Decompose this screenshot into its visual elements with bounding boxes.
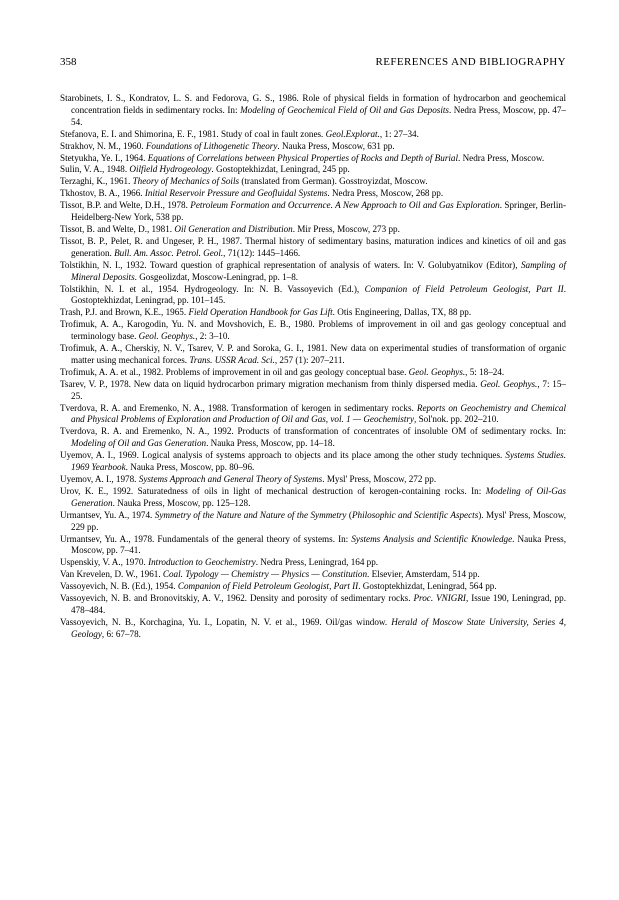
reference-italic-text: Symmetry of the Nature and Nature of the Symmetry (154, 509, 347, 520)
reference-entry (60, 236, 566, 260)
reference-text: , 6: 67–78. (101, 628, 141, 639)
reference-text: Uyemov, A. I., 1978. (60, 474, 139, 484)
reference-italic-text: Systems Approach and General Theory of Systems (138, 474, 323, 484)
reference-entry (60, 534, 566, 558)
reference-text: . Gostoptekhizdat, Leningrad, 245 pp. (211, 164, 350, 175)
reference-entry (60, 164, 566, 176)
reference-entry (60, 224, 566, 236)
reference-italic-text: Modeling of Oil and Gas Generation (71, 438, 207, 449)
reference-entry (60, 593, 566, 617)
reference-entry (60, 617, 566, 641)
reference-italic-text: Field Operation Handbook for Gas Lift (188, 307, 333, 318)
reference-italic-text: Companion of Field Petroleum Geologist, Part II (177, 581, 359, 592)
reference-italic-text: Modeling of Geochemical Field of Oil and Gas Deposits (240, 104, 449, 115)
reference-entry (60, 260, 566, 284)
reference-entry (60, 426, 566, 450)
reference-text: Urmantsev, Yu. A., 1978. Fundamentals of the general theory of systems. In: (60, 533, 352, 544)
reference-entry (60, 486, 566, 510)
reference-italic-text: Geol. Geophys. (408, 366, 466, 377)
reference-italic-text: Coal. Typology — Chemistry — Physics — Constitution (162, 569, 368, 580)
reference-entry (60, 474, 566, 486)
reference-italic-text: Equations of Correlations between Physical Properties of Rocks and Depth of Burial (147, 152, 459, 163)
reference-text: Tissot, B. and Welte, D., 1981. (60, 223, 175, 234)
reference-italic-text: Herald of Moscow State University, Series 4, Geology (71, 616, 566, 639)
reference-entry (60, 93, 566, 129)
reference-text: , 257 (1): 207–211. (274, 354, 345, 365)
reference-italic-text: Bull. Am. Assoc. Petrol. Geol. (114, 247, 224, 258)
reference-italic-text: Proc. VNIGRI (413, 593, 466, 604)
page-header (60, 56, 566, 68)
reference-text: . Nauka Press, Moscow, pp. 7–41. (71, 533, 567, 556)
reference-list (60, 93, 566, 641)
reference-text: Stetyukha, Ye. I., 1964. (60, 152, 148, 163)
reference-text: Trofimuk, A. A. et al., 1982. Problems of improvement in oil and gas geology conceptual base. (60, 366, 409, 377)
reference-text: . Nauka Press, Moscow, pp. 125–128. (112, 497, 251, 508)
reference-text: , 71(12): 1445–1466. (223, 247, 301, 258)
reference-text: . Springer, Berlin-Heidelberg-New York, 538 pp. (71, 200, 566, 223)
reference-text: Tsarev, V. P., 1978. New data on liquid hydrocarbon primary migration mechanism from thinly dispersed media. (60, 378, 481, 389)
reference-entry (60, 153, 566, 165)
reference-text: Tverdova, R. A. and Eremenko, N. A., 1988. Transformation of kerogen in sedimentary rocks. (60, 402, 417, 413)
reference-text: . Nedra Press, Moscow, pp. 47–54. (71, 104, 566, 127)
reference-text: Tkhostov, B. A., 1966. (60, 188, 145, 199)
reference-text: Urmantsev, Yu. A., 1974. (60, 509, 155, 520)
reference-text: Terzaghi, K., 1961. (60, 176, 133, 187)
reference-text: . Mir Press, Moscow, 273 pp. (292, 223, 400, 234)
reference-italic-text: Foundations of Lithogenetic Theory (145, 140, 278, 151)
reference-italic-text: Modeling of Oil-Gas Generation (71, 485, 566, 508)
reference-entry (60, 176, 566, 188)
reference-italic-text: Companion of Field Petroleum Geologist, Part II (364, 283, 564, 294)
reference-text: . Nedra Press, Leningrad, 164 pp. (255, 557, 379, 568)
reference-text: , 7: 15–25. (71, 378, 566, 401)
reference-text: Tissot, B.P. and Welte, D.H., 1978. (60, 200, 191, 211)
reference-italic-text: Reports on Geochemistry and Chemical and Physical Problems of Exploration and Production of Oil and Gas, vol. 1 — Geochemistry (71, 402, 566, 425)
reference-text: . Gosgeolizdat, Moscow-Leningrad, pp. 1–8. (134, 271, 299, 282)
reference-italic-text: Oil Generation and Distribution (174, 223, 293, 234)
reference-entry (60, 581, 566, 593)
reference-entry (60, 569, 566, 581)
reference-text: , 5: 18–24. (465, 366, 505, 377)
reference-text: Tissot, B. P., Pelet, R. and Ungeser, P. H., 1987. Thermal history of sedimentary basins, maturation indices and kinetics of oil and gas generation. (60, 235, 566, 258)
running-title: REFERENCES AND BIBLIOGRAPHY (375, 56, 566, 68)
reference-text: Vassoyevich, N. B. and Bronovitskiy, A. V., 1962. Density and porosity of sedimentary rocks. (60, 593, 414, 604)
reference-text: . Nauka Press, Moscow, pp. 14–18. (206, 438, 335, 449)
reference-text: . Nedra Press, Moscow, 268 pp. (327, 188, 444, 199)
reference-text: (translated from German). Gosstroyizdat, Moscow. (239, 176, 428, 187)
reference-entry (60, 403, 566, 427)
reference-italic-text: Initial Reservoir Pressure and Geofluidal Systems (144, 188, 328, 199)
reference-text: Strakhov, N. M., 1960. (60, 140, 146, 151)
reference-italic-text: Theory of Mechanics of Soils (132, 176, 240, 187)
reference-text: Vassoyevich, N. B., Korchagina, Yu. I., Lopatin, N. V. et al., 1969. Oil/gas window. (60, 616, 392, 627)
reference-text: Trash, P.J. and Brown, K.E., 1965. (60, 307, 189, 318)
reference-text: Tolstikhin, N. I. et al., 1954. Hydrogeology. In: N. B. Vassoyevich (Ed.), (60, 283, 365, 294)
reference-text: . Nedra Press, Moscow. (458, 152, 545, 163)
reference-text: . Gostoptekhizdat, Leningrad, 564 pp. (358, 581, 497, 592)
reference-italic-text: Geol. Geophys. (480, 378, 538, 389)
reference-entry (60, 129, 566, 141)
reference-text: Uspenskiy, V. A., 1970. (60, 557, 149, 568)
reference-text: ). Mysl' Press, Moscow, 229 pp. (71, 509, 566, 532)
reference-text: Starobinets, I. S., Kondratov, L. S. and Fedorova, G. S., 1986. Role of physical fields in formation of hydrocarbon and geochemical concentration fields in sedimentary rocks. In: (60, 93, 566, 115)
reference-italic-text: Systems Studies. 1969 Yearbook (71, 450, 566, 473)
reference-text: . Otis Engineering, Dallas, TX, 88 pp. (332, 307, 472, 318)
reference-text: , 2: 3–10. (195, 331, 230, 342)
reference-entry (60, 307, 566, 319)
reference-entry (60, 200, 566, 224)
reference-text: Vassoyevich, N. B. (Ed.), 1954. (60, 581, 178, 592)
reference-text: . Nauka Press, Moscow, pp. 80–96. (125, 462, 255, 473)
reference-entry (60, 510, 566, 534)
reference-italic-text: Trans. USSR Acad. Sci. (189, 354, 275, 365)
reference-entry (60, 379, 566, 403)
reference-entry (60, 450, 566, 474)
reference-text: . Gostoptekhizdat, Leningrad, pp. 101–145. (71, 283, 566, 306)
reference-text: ( (346, 509, 352, 520)
reference-text: , Sol'nok. pp. 202–210. (414, 414, 499, 425)
reference-italic-text: Geol.Explorat. (325, 128, 380, 139)
reference-text: Trofimuk, A. A., Karogodin, Yu. N. and Movshovich, E. B., 1980. Problems of improvement in oil and gas geology conceptual and terminology base. (60, 319, 566, 342)
reference-entry (60, 284, 566, 308)
page-number: 358 (60, 56, 77, 68)
reference-italic-text: Systems Analysis and Scientific Knowledge (351, 533, 513, 544)
reference-entry (60, 319, 566, 343)
reference-entry (60, 367, 566, 379)
reference-italic-text: Sampling of Mineral Deposits (71, 259, 566, 282)
reference-text: , 1: 27–34. (379, 128, 419, 139)
reference-italic-text: Geol. Geophys. (138, 331, 196, 342)
reference-italic-text: Philosophic and Scientific Aspects (351, 509, 479, 520)
reference-text: . Elsevier, Amsterdam, 514 pp. (367, 569, 480, 580)
reference-entry (60, 557, 566, 569)
reference-text: Uyemov, A. I., 1969. Logical analysis of systems approach to objects and its place among the other study techniques. (60, 450, 506, 461)
reference-text: Urov, K. E., 1992. Saturatedness of oils in light of mechanical destruction of kerogen-containing rocks. In: (60, 485, 486, 496)
reference-entry (60, 343, 566, 367)
reference-text: Stefanova, E. I. and Shimorina, E. F., 1981. Study of coal in fault zones. (60, 128, 326, 139)
reference-text: Sulin, V. A., 1948. (60, 164, 130, 175)
reference-text: Tolstikhin, N. I., 1932. Toward question of graphical representation of analysis of waters. In: V. Golubyatnikov (Editor), (60, 259, 521, 270)
reference-text: . Mysl' Press, Moscow, 272 pp. (322, 474, 437, 484)
reference-italic-text: Petroleum Formation and Occurrence. A New Approach to Oil and Gas Exploration (190, 200, 500, 211)
reference-text: , Issue 190, Leningrad, pp. 478–484. (71, 593, 566, 615)
reference-entry (60, 141, 566, 153)
reference-italic-text: Oilfield Hydrogeology (129, 164, 212, 175)
reference-text: Van Krevelen, D. W., 1961. (60, 569, 163, 580)
reference-italic-text: Introduction to Geochemistry (148, 557, 256, 568)
reference-entry (60, 188, 566, 200)
reference-text: . Nauka Press, Moscow, 631 pp. (277, 140, 395, 151)
reference-text: Tverdova, R. A. and Eremenko, N. A., 1992. Products of transformation of concentrates of insoluble OM of sedimentary rocks. In: (60, 426, 566, 437)
reference-text: Trofimuk, A. A., Cherskiy, N. V., Tsarev, V. P. and Soroka, G. I., 1981. New data on experimental studies of transformation of organic matter using mechanical forces. (60, 343, 566, 365)
